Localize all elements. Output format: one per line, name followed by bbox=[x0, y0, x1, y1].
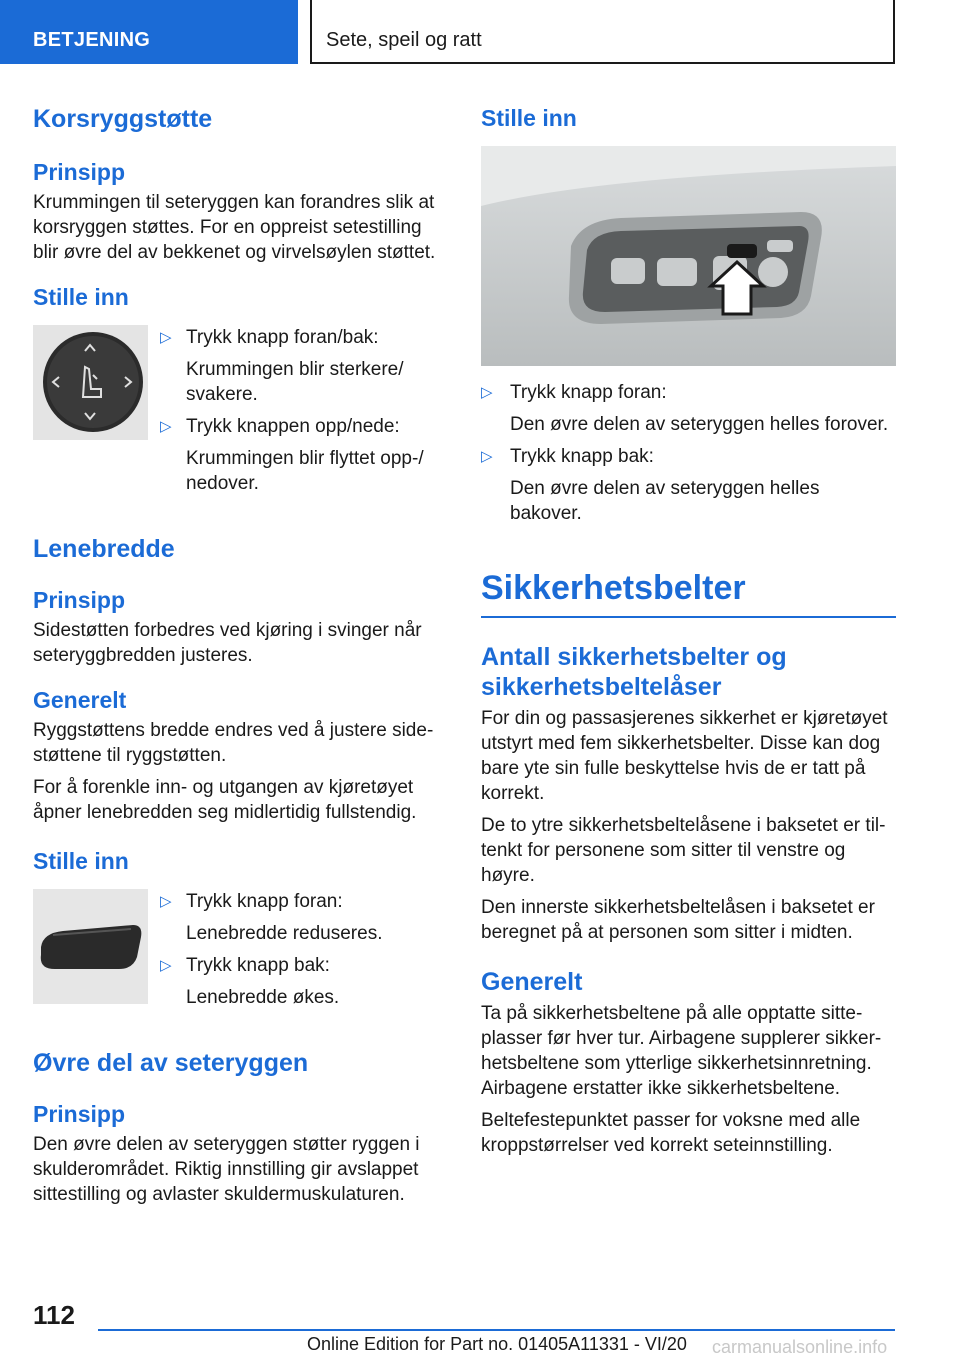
step-action: Trykk knapp bak: bbox=[510, 446, 654, 467]
seatbelts-title: Sikkerhetsbelter bbox=[481, 569, 746, 607]
step-triangle-icon: ▷ bbox=[160, 957, 172, 974]
seatbelts-general-text-2: Beltefestepunktet passer for voksne med alle kroppstørrelser ved korrekt seteinnstilling. bbox=[481, 1110, 861, 1156]
right-column bbox=[481, 100, 896, 1158]
step-item bbox=[481, 444, 896, 526]
backrest-width-general-text-1: Ryggstøttens bredde endres ved å justere sidestøttene til ryggstøtten. bbox=[33, 720, 434, 766]
lumbar-title: Korsryggstøtte bbox=[33, 105, 213, 133]
backrest-width-steps bbox=[160, 889, 445, 1010]
step-item bbox=[160, 953, 445, 1010]
left-column bbox=[33, 100, 445, 1207]
step-result: Krummingen blir sterkere/ svakere. bbox=[186, 359, 404, 405]
upper-backrest-steps bbox=[481, 380, 896, 526]
lumbar-principle-text: Krummingen til seteryggen kan forandres slik at korsryggen støttes. For en oppreist setestilling blir øvre del av bekkenet og virvelsøylen støttet. bbox=[33, 192, 436, 263]
step-result: Lenebredde reduseres. bbox=[186, 923, 383, 944]
step-triangle-icon: ▷ bbox=[481, 384, 493, 401]
step-action: Trykk knapp foran/bak: bbox=[186, 327, 379, 348]
backrest-width-adjust-block bbox=[33, 889, 445, 1010]
step-triangle-icon: ▷ bbox=[160, 418, 172, 435]
lumbar-switch-icon bbox=[33, 325, 148, 440]
backrest-width-adjust-heading: Stille inn bbox=[33, 848, 129, 874]
seatbelts-general-text-1: Ta på sikkerhetsbeltene på alle opptatte sitteplasser før hver tur. Airbagene supplerer sikkerhetsbeltene som ytterlige sikkerhetsinnretning. Airbagene erstatter ikke sikkerhetsbeltene. bbox=[481, 1003, 882, 1099]
upper-backrest-principle-text: Den øvre delen av seteryggen støtter ryggen i skulderområdet. Riktig innstilling gir avslappet sittestilling og avlaster skuldermuskulaturen. bbox=[33, 1134, 420, 1205]
header-section-label: BETJENING bbox=[33, 29, 151, 51]
step-action: Trykk knappen opp/nede: bbox=[186, 416, 400, 437]
seat-control-image bbox=[481, 146, 896, 366]
step-result: Den øvre delen av seteryggen helles forover. bbox=[510, 414, 889, 435]
edition-note: Online Edition for Part no. 01405A11331 - VI/20 bbox=[307, 1334, 687, 1354]
backrest-width-principle-heading: Prinsipp bbox=[33, 587, 126, 613]
header-section-tab bbox=[0, 0, 298, 64]
width-switch-icon bbox=[33, 889, 148, 1004]
seat-control-panel-icon bbox=[481, 146, 896, 366]
step-triangle-icon: ▷ bbox=[481, 448, 493, 465]
seatbelts-count-text-1: For din og passasjerenes sikkerhet er kjøretøyet utstyrt med fem sikkerhetsbelter. Disse kan dog bare yte sin fulle beskyttelse hvis de er tatt på korrekt. bbox=[481, 708, 888, 804]
seatbelts-title-rule bbox=[481, 616, 896, 618]
seatbelts-count-heading: Antall sikkerhetsbelter og sikkerhetsbeltelåser bbox=[481, 643, 787, 701]
lumbar-principle-heading: Prinsipp bbox=[33, 159, 126, 185]
step-triangle-icon: ▷ bbox=[160, 893, 172, 910]
lumbar-control-image bbox=[33, 325, 148, 440]
backrest-width-general-text-2: For å forenkle inn- og utgangen av kjøretøyet åpner lenebredden seg midlertidig fullstendig. bbox=[33, 777, 417, 823]
backrest-width-principle-text: Sidestøtten forbedres ved kjøring i svinger når seteryggbredden justeres. bbox=[33, 620, 422, 666]
backrest-width-control-image bbox=[33, 889, 148, 1004]
footer-rule bbox=[98, 1329, 895, 1331]
step-result: Den øvre delen av seteryggen helles bakover. bbox=[510, 478, 820, 524]
upper-backrest-adjust-heading: Stille inn bbox=[481, 105, 577, 131]
header-subsection-label: Sete, speil og ratt bbox=[326, 29, 482, 51]
seatbelts-count-text-3: Den innerste sikkerhetsbeltelåsen i baksetet er beregnet på at personen som sitter i midten. bbox=[481, 897, 875, 943]
backrest-width-general-heading: Generelt bbox=[33, 687, 127, 713]
step-action: Trykk knapp bak: bbox=[186, 955, 330, 976]
lumbar-adjust-heading: Stille inn bbox=[33, 284, 129, 310]
step-result: Krummingen blir flyttet opp-/ nedover. bbox=[186, 448, 424, 494]
lumbar-steps bbox=[160, 325, 445, 496]
step-action: Trykk knapp foran: bbox=[186, 891, 343, 912]
lumbar-adjust-block bbox=[33, 325, 445, 496]
step-action: Trykk knapp foran: bbox=[510, 382, 667, 403]
step-result: Lenebredde økes. bbox=[186, 987, 340, 1008]
upper-backrest-title: Øvre del av seteryggen bbox=[33, 1049, 309, 1077]
header-subsection-tab bbox=[312, 0, 895, 64]
watermark: carmanualsonline.info bbox=[712, 1337, 888, 1357]
step-triangle-icon: ▷ bbox=[160, 329, 172, 346]
seatbelts-count-text-2: De to ytre sikkerhetsbeltelåsene i baksetet er tiltenkt for personene som sitter til venstre og høyre. bbox=[481, 815, 886, 886]
step-item bbox=[481, 380, 896, 437]
step-item bbox=[160, 889, 445, 946]
seatbelts-general-heading: Generelt bbox=[481, 968, 583, 996]
page-number: 112 bbox=[33, 1300, 75, 1330]
step-item bbox=[160, 325, 445, 407]
step-item bbox=[160, 414, 445, 496]
backrest-width-title: Lenebredde bbox=[33, 535, 175, 563]
upper-backrest-principle-heading: Prinsipp bbox=[33, 1101, 126, 1127]
